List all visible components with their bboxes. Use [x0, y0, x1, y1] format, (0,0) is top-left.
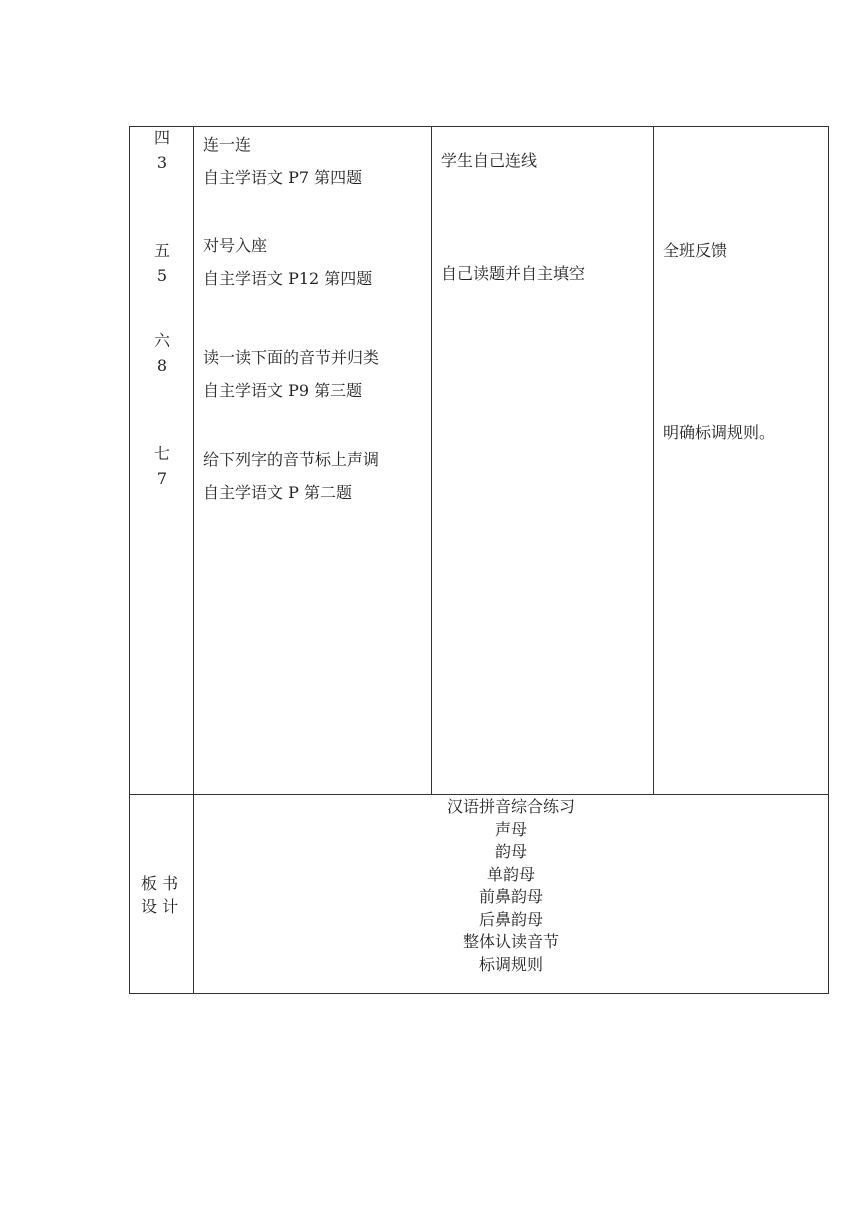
board-line-simple-finals: 单韵母	[486, 865, 535, 884]
col1-divider	[193, 126, 194, 994]
board-line-back-nasal: 后鼻韵母	[478, 910, 543, 929]
step-7-number: 7	[156, 469, 168, 488]
task-4-title: 连一连	[203, 135, 252, 154]
step-5-cn: 五	[153, 241, 170, 260]
task-7-title: 给下列字的音节标上声调	[203, 450, 380, 469]
col2-divider	[431, 126, 432, 795]
task-5-reference: 自主学语文 P12 第四题	[203, 269, 373, 288]
board-line-whole-syllables: 整体认读音节	[462, 932, 559, 951]
task-4-reference: 自主学语文 P7 第四题	[203, 168, 363, 187]
step-7-cn: 七	[153, 444, 170, 463]
table-right-border	[828, 126, 829, 994]
task-5-title: 对号入座	[203, 236, 268, 255]
table-left-border	[129, 126, 130, 994]
student-activity-2: 自己读题并自主填空	[441, 264, 586, 283]
step-5-number: 5	[156, 266, 168, 285]
step-4-number: 3	[156, 153, 168, 172]
board-line-front-nasal: 前鼻韵母	[478, 887, 543, 906]
board-title: 汉语拼音综合练习	[446, 797, 575, 816]
board-line-tone-rules: 标调规则	[478, 955, 543, 974]
teacher-feedback-1: 全班反馈	[663, 241, 728, 260]
step-4-cn: 四	[153, 128, 170, 147]
teacher-feedback-2: 明确标调规则。	[663, 423, 776, 442]
col3-divider	[653, 126, 654, 795]
task-7-reference: 自主学语文 P 第二题	[203, 483, 352, 502]
table-top-border	[129, 126, 829, 127]
student-activity-1: 学生自己连线	[441, 151, 538, 170]
table-mid-border	[129, 794, 829, 795]
step-6-cn: 六	[153, 331, 170, 350]
task-6-reference: 自主学语文 P9 第三题	[203, 381, 363, 400]
step-6-number: 8	[156, 356, 168, 375]
task-6-title: 读一读下面的音节并归类	[203, 348, 380, 367]
table-bottom-border	[129, 993, 829, 994]
board-label-line1: 板 书	[141, 874, 179, 893]
board-line-finals: 韵母	[494, 842, 527, 861]
board-line-initials: 声母	[494, 820, 527, 839]
board-label-line2: 设 计	[141, 897, 179, 916]
